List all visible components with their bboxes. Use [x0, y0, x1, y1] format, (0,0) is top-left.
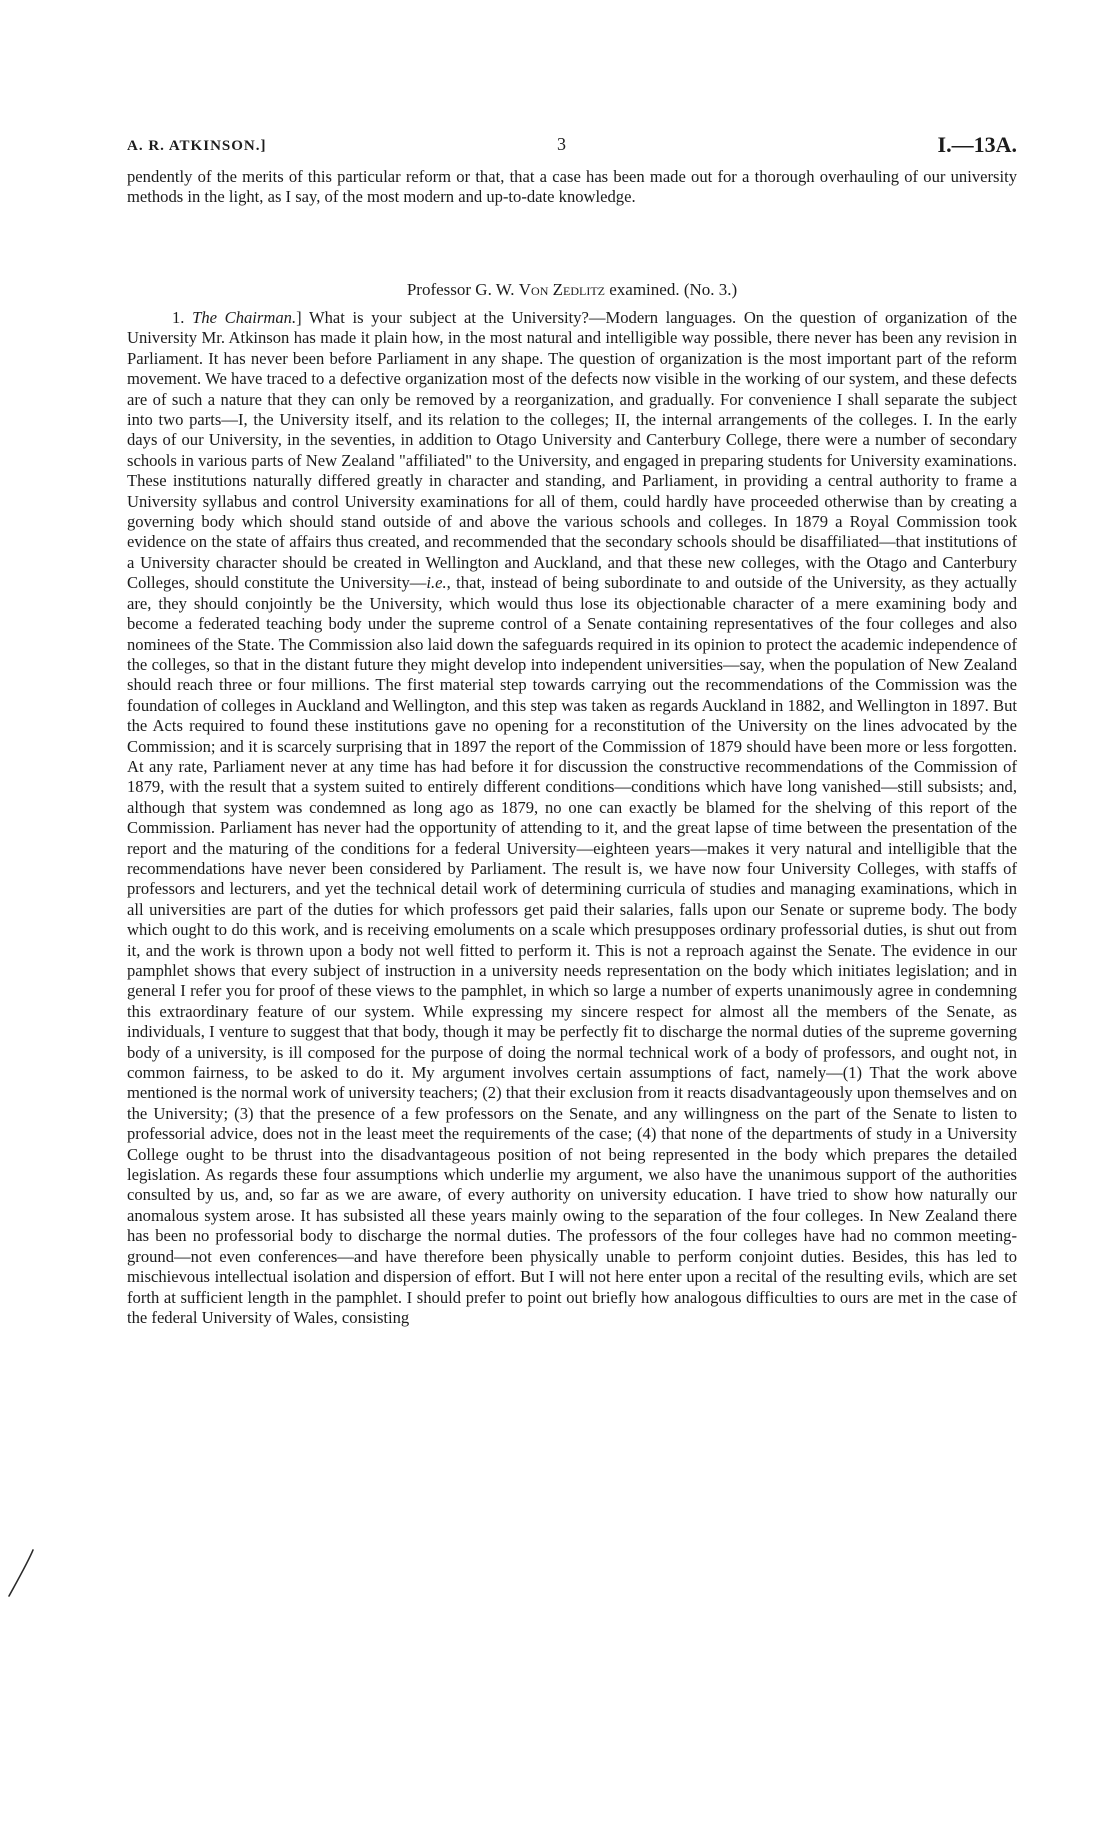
- testimony-text-2: , that, instead of being subordinate to and outside of the University, as they actually are, they should conjointly be the University, which would thus lose its objectionable character of a mere examining body and become a federated teaching body under the supreme control of a Senate containing representatives of the four colleges and also nominees of the State. The Commission also laid down the safeguards required in its opinion to protect the academic independence of the colleges, so that in the distant future they might develop into independent universities—say, when the population of New Zealand should reach three or four millions. The first material step towards carrying out the recommendations of the Commission was the foundation of colleges in Auckland and Wellington, and this step was taken as regards Auckland in 1882, and Wellington in 1897. But the Acts required to found these institutions gave no opening for a reconstitution of the University on the lines advocated by the Commission; and it is scarcely surprising that in 1897 the report of the Commission of 1879 should have been more or less forgotten. At any rate, Parliament never at any time has had before it for discussion the constructive recommendations of the Commission of 1879, with the result that a system suited to entirely different conditions—conditions which have long vanished—still subsists; and, although that system was condemned as long ago as 1879, no one can exactly be blamed for the shelving of this report of the Commission. Parliament has never had the opportunity of attending to it, and the great lapse of time between the presentation of the report and the maturing of the conditions for a federal University—eighteen years—makes it very natural and intelligible that the recommendations have never been considered by Parliament. The result is, we have now four University Colleges, with staffs of professors and lecturers, and yet the technical detail work of determining curricula of studies and managing examinations, which in all universities are part of the duties for which professors get paid their salaries, falls upon our Senate or supreme body. The body which ought to do this work, and is receiving emoluments on a scale which presupposes ordinary professorial duties, is shut out from it, and the work is thrown upon a body not well fitted to perform it. This is not a reproach against the Senate. The evidence in our pamphlet shows that every subject of instruction in a university needs representation on the body which initiates legislation; and in general I refer you for proof of these views to the pamphlet, in which so large a number of experts unanimously agree in condemning this extraordinary feature of our system. While expressing my sincere respect for almost all the members of the Senate, as individuals, I venture to suggest that that body, though it may be perfectly fit to discharge the normal duties of the supreme governing body of a university, is ill composed for the purpose of doing the normal technical work of a body of professors, and ought not, in common fairness, to be asked to do it. My argument involves certain assumptions of fact, namely—(1) That the work above mentioned is the normal work of university teachers; (2) that their exclusion from it reacts disadvantageously upon themselves and on the University; (3) that the presence of a few professors on the Senate, and any willingness on the part of the Senate to listen to professorial advice, does not in the least meet the requirements of the case; (4) that none of the departments of study in a University College ought to be thrust into the disadvantageous position of not being represented in the body which prepares the detailed legislation. As regards these four assumptions which underlie my argument, we also have the unanimous support of the authorities consulted by us, and, so far as we are aware, of every authority on university education. I have tried to show how naturally our anomalous system arose. It has subsisted all these years mainly owing to the separation of the four colleges. In New Zealand there has been no professorial body to discharge the normal duties. The professors of the four colleges have had no common meeting-ground—not even conferences—and have therefore been physically unable to perform conjoint duties. Besides, this has led to mischievous intellectual isolation and dispersion of effort. But I will not here enter upon a recital of the resulting evils, which are set forth at sufficient length in the pamphlet. I should prefer to point out briefly how analogous difficulties to ours are met in the case of the federal University of Wales, consisting: [127, 573, 1017, 1327]
- heading-witness-name: Von Zedlitz: [518, 280, 605, 299]
- heading-prefix: Professor G. W.: [406, 280, 519, 299]
- header-author: A. R. ATKINSON.]: [127, 138, 267, 154]
- speaker-label: The Chairman.: [192, 308, 297, 327]
- testimony-text-1: ] What is your subject at the University?—Modern languages. On the question of organization of the University Mr. Atkinson has made it plain how, in the most natural and intelligible way possible, there never has been any revision in Parliament. It has never been before Parliament in any shape. The question of organization is the most important part of the reform movement. We have traced to a defective organization most of the defects now visible in the working of our system, and these defects are of such a nature that they can only be removed by a reorganization, and gradually. For convenience I shall separate the subject into two parts—I, the University itself, and its relation to the colleges; II, the internal arrangements of the colleges. I. In the early days of our University, in the seventies, in addition to Otago University and Canterbury College, there were a number of secondary schools in various parts of New Zealand "affiliated" to the University, and engaged in preparing students for University examinations. These institutions naturally differed greatly in character and standing, and Parliament, in providing a central authority to frame a University syllabus and control University examinations for all of them, could hardly have proceeded otherwise than by creating a governing body which should stand outside of and above the various schools and colleges. In 1879 a Royal Commission took evidence on the state of affairs thus created, and recommended that the secondary schools should be disaffiliated—that institutions of a University character should be created in Wellington and Auckland, and that these new colleges, with the Otago and Canterbury Colleges, should constitute the University—: [127, 308, 1018, 593]
- page-number: 3: [557, 134, 567, 154]
- margin-pencil-mark: [6, 1548, 36, 1600]
- testimony-abbreviation: i.e.: [426, 573, 447, 593]
- continued-paragraph: pendently of the merits of this particular reform or that, that a case has been made out for a thorough overhauling of our university methods in the light, as I say, of the most modern and up-to-date knowledge.: [127, 167, 1017, 207]
- question-number: 1.: [172, 308, 185, 327]
- testimony-paragraph: [127, 308, 1017, 1328]
- witness-heading: [127, 280, 1017, 300]
- page-header: [127, 134, 1017, 158]
- document-reference: I.—13A.: [937, 132, 1017, 157]
- heading-suffix: examined. (No. 3.): [604, 280, 738, 299]
